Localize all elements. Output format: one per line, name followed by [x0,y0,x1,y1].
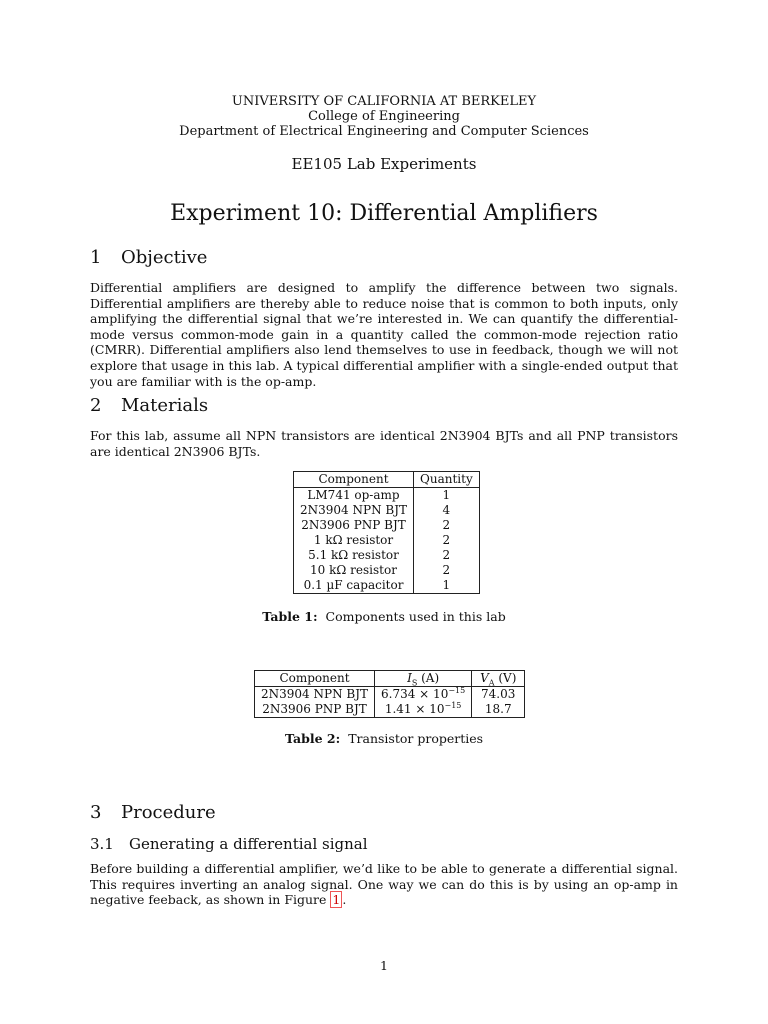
section-title: Procedure [121,802,216,823]
is-mantissa: 1.41 × 10 [384,702,445,716]
department-name: Department of Electrical Engineering and Computer Sciences [179,124,589,139]
is-exponent: −15 [448,686,466,695]
caption-label: Table 2: [284,731,341,746]
table-cell [375,687,472,703]
college-name: College of Engineering [308,109,460,124]
document-title: Experiment 10: Differential Amplifiers [170,201,598,226]
section-number: 1 [90,247,102,268]
table-row [294,518,480,533]
table-cell: 2N3906 PNP BJT [294,518,414,533]
section-number: 2 [90,395,102,416]
table-cell: 0.1 µF capacitor [294,578,414,594]
page-number: 1 [380,958,388,973]
table-header-row [294,472,480,488]
section-heading-objective [90,247,207,269]
table-row [294,503,480,518]
table-cell: 18.7 [472,702,525,718]
figure-reference-link[interactable]: 1 [332,892,341,908]
va-unit: (V) [498,671,517,685]
table-cell: 2N3906 PNP BJT [255,702,375,718]
section-number: 3 [90,802,102,823]
table-row [294,548,480,563]
is-exponent: −15 [444,701,462,710]
table-cell: 4 [414,503,480,518]
lab-series-title: EE105 Lab Experiments [291,155,477,173]
column-header-is [375,671,472,687]
subsection-number: 3.1 [90,835,114,853]
table-cell: 2N3904 NPN BJT [255,687,375,703]
table-cell: 1 [414,488,480,504]
section-heading-procedure [90,802,216,824]
table-row [294,578,480,594]
is-mantissa: 6.734 × 10 [381,687,449,701]
caption-label: Table 1: [262,609,318,624]
university-name: UNIVERSITY OF CALIFORNIA AT BERKELEY [231,94,537,109]
column-header: Quantity [414,472,480,488]
column-header: Component [255,671,375,687]
table-cell: 2 [414,533,480,548]
table-cell: 2 [414,563,480,578]
transistor-properties-table [254,670,525,718]
is-symbol: I [407,671,412,685]
table-row [294,533,480,548]
section-title: Objective [121,247,208,268]
table-header-row [255,671,525,687]
table1-caption [0,609,768,625]
column-header: Component [294,472,414,488]
table-cell: 10 kΩ resistor [294,563,414,578]
paragraph-text: Before building a differential amplifier, we’d like to be able to generate a differential signal. This requires inverting an analog signal. One way we can do this is by using an op-amp in negative feeback, as shown in Figure [90,861,678,908]
subsection-heading [90,834,368,854]
procedure-paragraph [90,861,678,908]
components-table [293,471,480,594]
table-cell: 74.03 [472,687,525,703]
table-cell: 1 kΩ resistor [294,533,414,548]
table-row [255,687,525,703]
va-symbol: V [480,671,489,685]
table-cell: 1 [414,578,480,594]
section-title: Materials [121,395,209,416]
table2-caption [0,731,768,747]
section-heading-materials [90,395,208,417]
caption-text: Components used in this lab [325,609,506,624]
table-row [294,563,480,578]
table-cell: 2N3904 NPN BJT [294,503,414,518]
table-row [255,702,525,718]
table-cell: LM741 op-amp [294,488,414,504]
table-cell: 2 [414,548,480,563]
va-subscript: A [488,678,495,688]
materials-paragraph: For this lab, assume all NPN transistors are identical 2N3904 BJTs and all PNP transistors are identical 2N3906 BJTs. [90,428,678,459]
column-header-va [472,671,525,687]
table-cell [375,702,472,718]
objective-paragraph: Differential amplifiers are designed to amplify the difference between two signals. Differential amplifiers are thereby able to reduce noise that is common to both inputs, only amplifying the differential signal that we’re interested in. We can quantify the differential-mode versus common-mode gain in a quantity called the common-mode rejection ratio (CMRR). Differential amplifiers also lend themselves to use in feedback, though we will not explore that usage in this lab. A typical differential amplifier with a single-ended output that you are familiar with is the op-amp. [90,280,678,389]
table-cell: 2 [414,518,480,533]
paragraph-text-end: . [342,892,347,908]
caption-text: Transistor properties [348,731,484,746]
table-row [294,488,480,504]
is-subscript: S [411,678,418,688]
is-unit: (A) [421,671,440,685]
table-cell: 5.1 kΩ resistor [294,548,414,563]
subsection-title: Generating a differential signal [129,835,368,853]
